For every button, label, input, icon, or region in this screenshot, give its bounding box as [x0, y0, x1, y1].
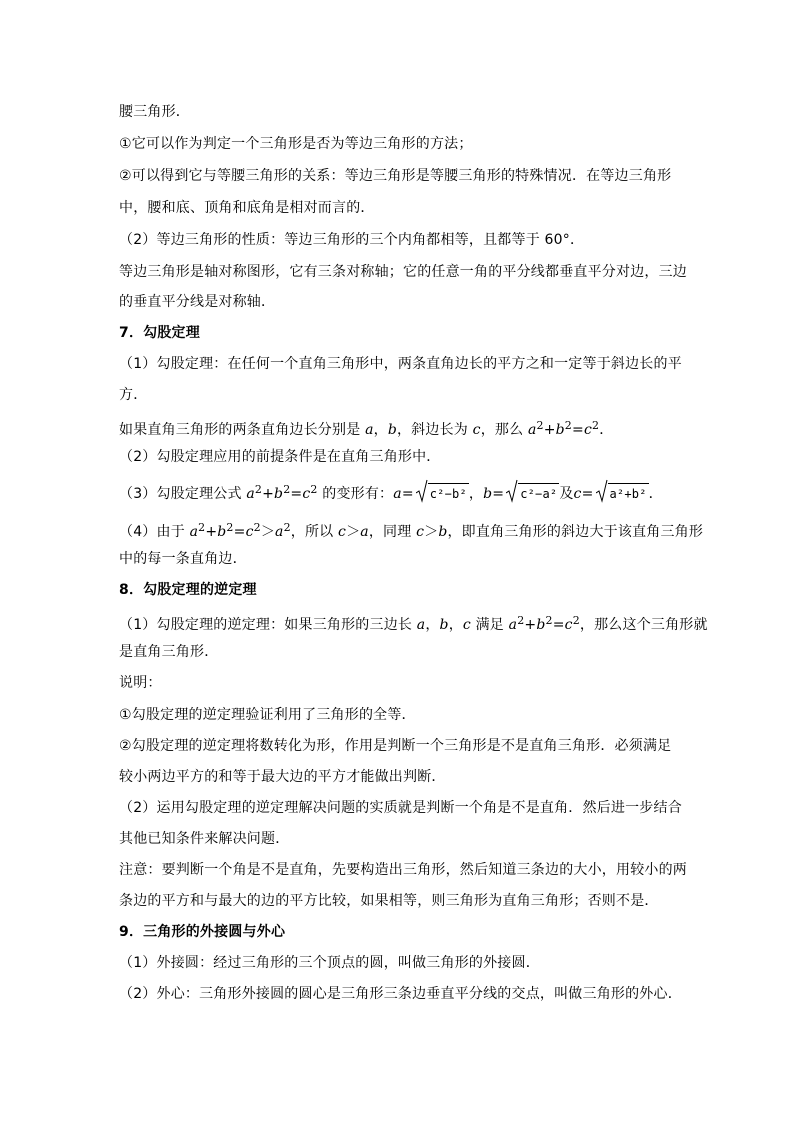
math-op: ＞	[346, 524, 361, 540]
sqrt-sign-icon	[596, 479, 608, 503]
math-var: c	[472, 422, 481, 438]
text-span: 的变形有：	[317, 486, 394, 502]
math-op: =	[572, 422, 584, 438]
section-heading: 9．三角形的外接圆与外心	[119, 924, 286, 940]
text-span: （4）由于	[119, 524, 190, 540]
math-op: +	[524, 617, 537, 633]
text-span: ，那么	[480, 422, 528, 438]
text-line: （2）运用勾股定理的逆定理解决问题的实质就是判断一个角是不是直角．然后进一步结合	[119, 800, 682, 816]
text-span: ，所以	[290, 524, 339, 540]
text-line: 中，腰和底、顶角和底角是相对而言的．	[119, 200, 375, 216]
text-line: 注意：要判断一个角是不是直角，先要构造出三角形，然后知道三条边的大小，用较小的两	[119, 862, 687, 878]
math-exp: 2	[283, 521, 291, 534]
math-var: b	[439, 617, 449, 633]
text-line: 较小两边平方的和等于最大边的平方才能做出判断．	[119, 769, 446, 785]
section-heading: 8．勾股定理的逆定理	[119, 582, 257, 598]
math-var: b	[387, 422, 397, 438]
math-sep: ，	[373, 422, 388, 438]
math-op: ＞	[424, 524, 439, 540]
math-op: =	[492, 486, 505, 502]
math-var: b	[274, 486, 284, 502]
text-span: 如果直角三角形的两条直角边长分别是	[119, 422, 366, 438]
text-span: （1）勾股定理的逆定理：如果三角形的三边长	[119, 617, 417, 633]
math-var: b	[217, 524, 227, 540]
math-op: +	[205, 524, 218, 540]
math-op: =	[552, 617, 565, 633]
math-sep: ，	[468, 486, 484, 502]
text-line: 中的每一条直角边．	[119, 551, 247, 567]
math-var: c	[245, 524, 254, 540]
math-op: +	[543, 422, 556, 438]
math-var: b	[483, 486, 493, 502]
text-line: 腰三角形．	[119, 104, 190, 120]
math-var: a	[508, 617, 518, 633]
text-span: 及	[559, 486, 574, 502]
math-var: a	[393, 486, 402, 502]
text-line: ②可以得到它与等腰三角形的关系：等边三角形是等腰三角形的特殊情况．在等边三角形	[119, 168, 672, 184]
text-span: ，同理	[368, 524, 417, 540]
math-op: =	[401, 486, 414, 502]
math-sep: ．	[599, 422, 614, 438]
math-sep: ，	[448, 617, 463, 633]
math-var: b	[555, 422, 565, 438]
math-exp: 2	[517, 614, 525, 627]
math-sep: ，	[425, 617, 440, 633]
text-line: 是直角三角形．	[119, 644, 219, 660]
math-exp: 2	[253, 521, 261, 534]
math-var: a	[527, 422, 537, 438]
text-line	[119, 480, 663, 504]
math-sep: ．	[648, 486, 663, 502]
section-heading: 7．勾股定理	[119, 325, 200, 341]
math-op: =	[290, 486, 303, 502]
math-op: =	[581, 486, 594, 502]
text-line: （2）等边三角形的性质：等边三角形的三个内角都相等，且都等于 60°．	[119, 232, 585, 248]
text-line: 其他已知条件来解决问题．	[119, 831, 290, 847]
math-exp: 2	[310, 483, 318, 496]
math-var: c	[416, 524, 425, 540]
text-line	[119, 611, 708, 635]
text-span: 满足	[470, 617, 509, 633]
text-line: 等边三角形是轴对称图形，它有三条对称轴；它的任意一角的平分线都垂直平分对边，三边	[119, 264, 687, 280]
text-line: ①它可以作为判定一个三角形是否为等边三角形的方法；	[119, 136, 473, 152]
math-var: c	[564, 617, 573, 633]
math-exp: 2	[545, 614, 553, 627]
math-op: ＞	[260, 524, 276, 540]
text-span: ，那么这个三角形就	[579, 617, 708, 633]
math-var: a	[360, 524, 369, 540]
math-var: b	[536, 617, 546, 633]
math-var: c	[573, 486, 582, 502]
math-var: b	[438, 524, 448, 540]
sqrt-expression: a²+b²	[596, 483, 649, 504]
math-exp: 2	[198, 521, 206, 534]
text-line: （2）外心：三角形外接圆的圆心是三角形三条边垂直平分线的交点，叫做三角形的外心．	[119, 986, 682, 1002]
math-op: =	[233, 524, 246, 540]
math-exp: 2	[254, 483, 263, 496]
text-line: ②勾股定理的逆定理将数转化为形，作用是判断一个三角形是不是直角三角形．必须满足	[119, 738, 672, 754]
text-line: （1）外接圆：经过三角形的三个顶点的圆，叫做三角形的外接圆．	[119, 955, 540, 971]
text-line: 说明：	[119, 675, 162, 691]
math-exp: 2	[226, 521, 234, 534]
math-var: c	[338, 524, 347, 540]
math-var: a	[416, 617, 426, 633]
math-var: a	[189, 524, 199, 540]
text-span: ，斜边长为	[396, 422, 473, 438]
text-line: 条边的平方和与最大的边的平方比较，如果相等，则三角形为直角三角形；否则不是．	[119, 893, 659, 909]
sqrt-expression: c²−b²	[416, 483, 469, 504]
math-var: a	[365, 422, 374, 438]
math-op: +	[262, 486, 275, 502]
math-exp: 2	[536, 419, 544, 432]
math-var: a	[246, 486, 255, 502]
sqrt-sign-icon	[506, 479, 518, 503]
math-exp: 2	[591, 419, 600, 432]
text-line: ①勾股定理的逆定理验证利用了三角形的全等．	[119, 707, 416, 723]
math-var: c	[583, 422, 592, 438]
math-var: a	[275, 524, 284, 540]
sqrt-sign-icon	[416, 479, 428, 503]
math-exp: 2	[572, 614, 580, 627]
text-line: 方．	[119, 387, 148, 403]
text-span: ，即直角三角形的斜边大于该直角三角形	[447, 524, 704, 540]
text-line: （1）勾股定理：在任何一个直角三角形中，两条直角边长的平方之和一定等于斜边长的平	[119, 356, 682, 372]
text-span: （3）勾股定理公式	[119, 486, 247, 502]
text-line	[119, 518, 703, 542]
math-exp: 2	[564, 419, 572, 432]
sqrt-expression: c²−a²	[506, 483, 559, 504]
math-exp: 2	[283, 483, 291, 496]
text-line: （2）勾股定理应用的前提条件是在直角三角形中．	[119, 449, 441, 465]
math-var: c	[302, 486, 311, 502]
text-line: 的垂直平分线是对称轴．	[119, 294, 276, 310]
math-var: c	[462, 617, 471, 633]
text-line	[119, 416, 613, 440]
